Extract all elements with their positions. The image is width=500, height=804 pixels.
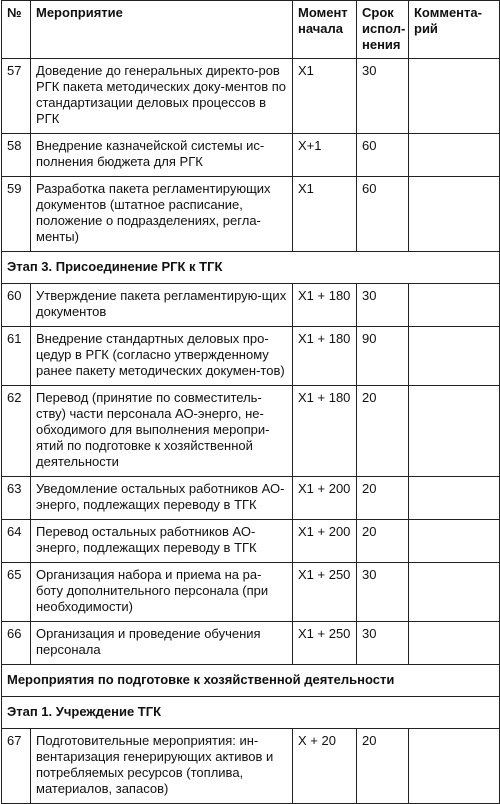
header-term: Срок испол-нения — [357, 1, 409, 59]
row-comment — [409, 520, 500, 563]
table-row — [2, 386, 500, 477]
row-term: 60 — [357, 177, 409, 252]
row-number: 57 — [2, 59, 31, 134]
table-row — [2, 134, 500, 177]
row-comment — [409, 729, 500, 804]
row-term: 30 — [357, 284, 409, 327]
row-start: X1 — [293, 177, 357, 252]
section-title: Этап 1. Учреждение ТГК — [2, 697, 500, 729]
row-number: 61 — [2, 327, 31, 386]
row-comment — [409, 177, 500, 252]
row-number: 65 — [2, 563, 31, 622]
row-number: 60 — [2, 284, 31, 327]
table-row — [2, 327, 500, 386]
row-number: 64 — [2, 520, 31, 563]
row-term: 60 — [357, 134, 409, 177]
table-row — [2, 520, 500, 563]
row-term: 30 — [357, 622, 409, 665]
row-number: 67 — [2, 729, 31, 804]
row-comment — [409, 386, 500, 477]
row-start: X1 — [293, 59, 357, 134]
section-row — [2, 252, 500, 284]
section-title: Этап 3. Присоединение РГК к ТГК — [2, 252, 500, 284]
row-term: 90 — [357, 327, 409, 386]
row-start: X1 + 200 — [293, 520, 357, 563]
row-term: 20 — [357, 729, 409, 804]
header-event: Мероприятие — [31, 1, 293, 59]
table-row — [2, 59, 500, 134]
header-start: Момент начала — [293, 1, 357, 59]
row-event: Перевод остальных работников АО-энерго, подлежащих переводу в ТГК — [31, 520, 293, 563]
table-row — [2, 284, 500, 327]
row-comment — [409, 327, 500, 386]
row-start: X1 + 180 — [293, 284, 357, 327]
table-row — [2, 622, 500, 665]
row-start: X1 + 250 — [293, 563, 357, 622]
header-comment: Коммента-рий — [409, 1, 500, 59]
row-comment — [409, 477, 500, 520]
row-term: 30 — [357, 59, 409, 134]
table-row — [2, 563, 500, 622]
section-row — [2, 697, 500, 729]
section-row — [2, 665, 500, 697]
row-number: 62 — [2, 386, 31, 477]
row-comment — [409, 59, 500, 134]
row-event: Перевод (принятие по совместитель-ству) части персонала АО-энерго, не-обходимого для выполнения меропри-ятий по подготовке к хозяйственной деятельности — [31, 386, 293, 477]
row-start: X + 20 — [293, 729, 357, 804]
row-term: 20 — [357, 520, 409, 563]
row-start: X1 + 180 — [293, 386, 357, 477]
row-start: X1 + 250 — [293, 622, 357, 665]
row-event: Организация набора и приема на ра-боту дополнительного персонала (при необходимости) — [31, 563, 293, 622]
row-event: Подготовительные мероприятия: ин-вентаризация генерирующих активов и потребляемых ресурсов (топлива, материалов, запасов) — [31, 729, 293, 804]
row-comment — [409, 134, 500, 177]
row-event: Доведение до генеральных директо-ров РГК пакета методических доку-ментов по стандартизации деловых процессов в РГК — [31, 59, 293, 134]
row-number: 58 — [2, 134, 31, 177]
row-term: 30 — [357, 563, 409, 622]
row-comment — [409, 622, 500, 665]
row-term: 20 — [357, 386, 409, 477]
row-comment — [409, 284, 500, 327]
row-number: 63 — [2, 477, 31, 520]
plan-table — [1, 0, 500, 804]
row-term: 20 — [357, 477, 409, 520]
header-row — [2, 1, 500, 59]
row-event: Организация и проведение обучения персонала — [31, 622, 293, 665]
row-event: Утверждение пакета регламентирую-щих документов — [31, 284, 293, 327]
row-event: Уведомление остальных работников АО-энерго, подлежащих переводу в ТГК — [31, 477, 293, 520]
row-event: Внедрение стандартных деловых про-цедур в РГК (согласно утвержденному ранее пакету методических докумен-тов) — [31, 327, 293, 386]
row-event: Разработка пакета регламентирующих документов (штатное расписание, положение о подразделениях, регла-менты) — [31, 177, 293, 252]
row-number: 66 — [2, 622, 31, 665]
table-row — [2, 729, 500, 804]
row-start: X+1 — [293, 134, 357, 177]
header-num: № — [2, 1, 31, 59]
table-row — [2, 477, 500, 520]
table-row — [2, 177, 500, 252]
row-event: Внедрение казначейской системы ис-полнения бюджета для РГК — [31, 134, 293, 177]
row-comment — [409, 563, 500, 622]
row-number: 59 — [2, 177, 31, 252]
row-start: X1 + 180 — [293, 327, 357, 386]
row-start: X1 + 200 — [293, 477, 357, 520]
section-title: Мероприятия по подготовке к хозяйственной деятельности — [2, 665, 500, 697]
